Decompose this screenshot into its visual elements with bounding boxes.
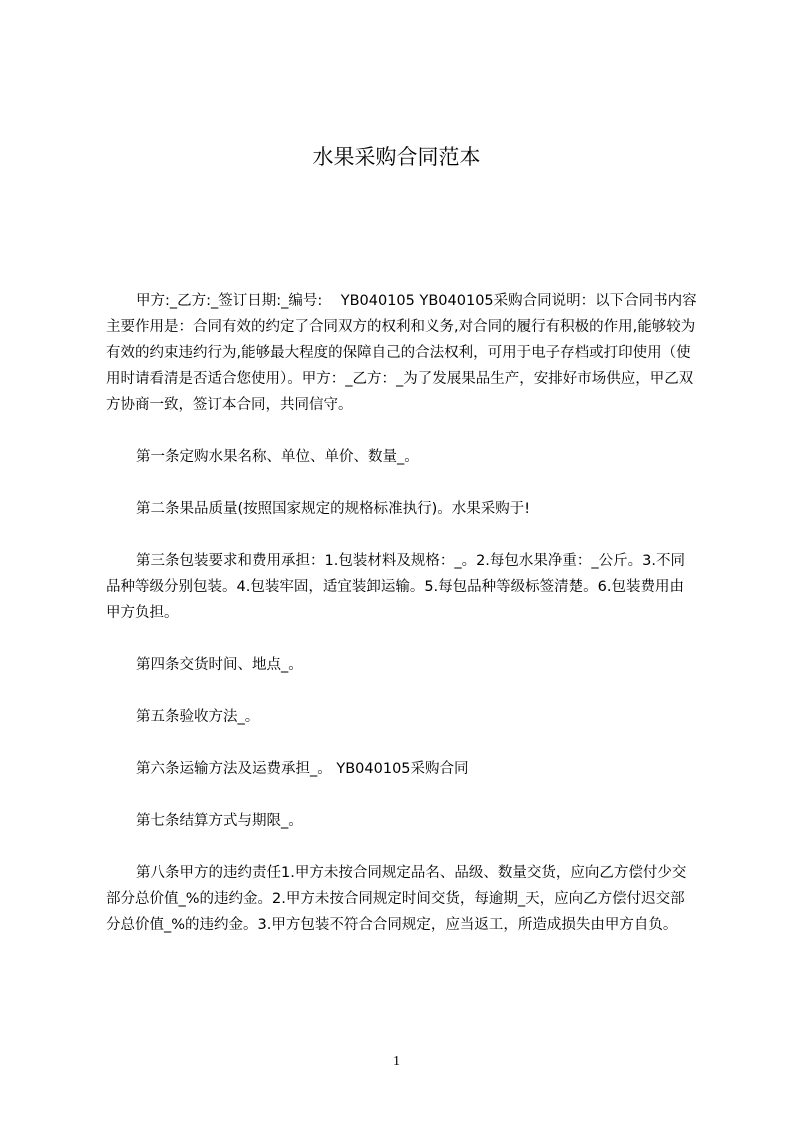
paragraph-article-3: 第三条包装要求和费用承担：1.包装材料及规格：_。2.每包水果净重：_公斤。3.不同品种等级分别包装。4.包装牢固，适宜装卸运输。5.每包品种等级标签清楚。6.包装费用由甲方负担。 (106, 553, 686, 621)
paragraph-preamble: 甲方:_乙方:_签订日期:_编号: YB040105 YB040105采购合同说明：以下合同书内容主要作用是：合同有效的约定了合同双方的权利和义务,对合同的履行有积极的作用,能够较为有效的约束违约行为,能够最大程度的保障自己的合法权利，可用于电子存档或打印使用（使用时请看清是否适合您使用）。甲方：_乙方：_为了发展果品生产，安排好市场供应，甲乙双方协商一致，签订本合同，共同信守。 (106, 293, 697, 413)
paragraph-article-6: 第六条运输方法及运费承担_。 YB040105采购合同 (136, 761, 469, 777)
paragraph-article-2: 第二条果品质量(按照国家规定的规格标准执行)。水果采购于! (136, 501, 531, 517)
paragraph-article-8: 第八条甲方的违约责任1.甲方未按合同规定品名、品级、数量交货，应向乙方偿付少交部分总价值_%的违约金。2.甲方未按合同规定时间交货，每逾期_天，应向乙方偿付迟交部分总价值_%的违约金。3.甲方包装不符合合同规定，应当返工，所造成损失由甲方自负。 (106, 865, 687, 933)
document-title: 水果采购合同范本 (312, 145, 481, 169)
paragraph-article-1: 第一条定购水果名称、单位、单价、数量_。 (136, 449, 419, 465)
paragraph-article-4: 第四条交货时间、地点_。 (136, 657, 303, 673)
document-body (106, 288, 698, 964)
paragraph-article-5: 第五条验收方法_。 (136, 709, 260, 725)
page-number: 1 (393, 1054, 400, 1069)
paragraph-article-7: 第七条结算方式与期限_。 (136, 813, 303, 829)
